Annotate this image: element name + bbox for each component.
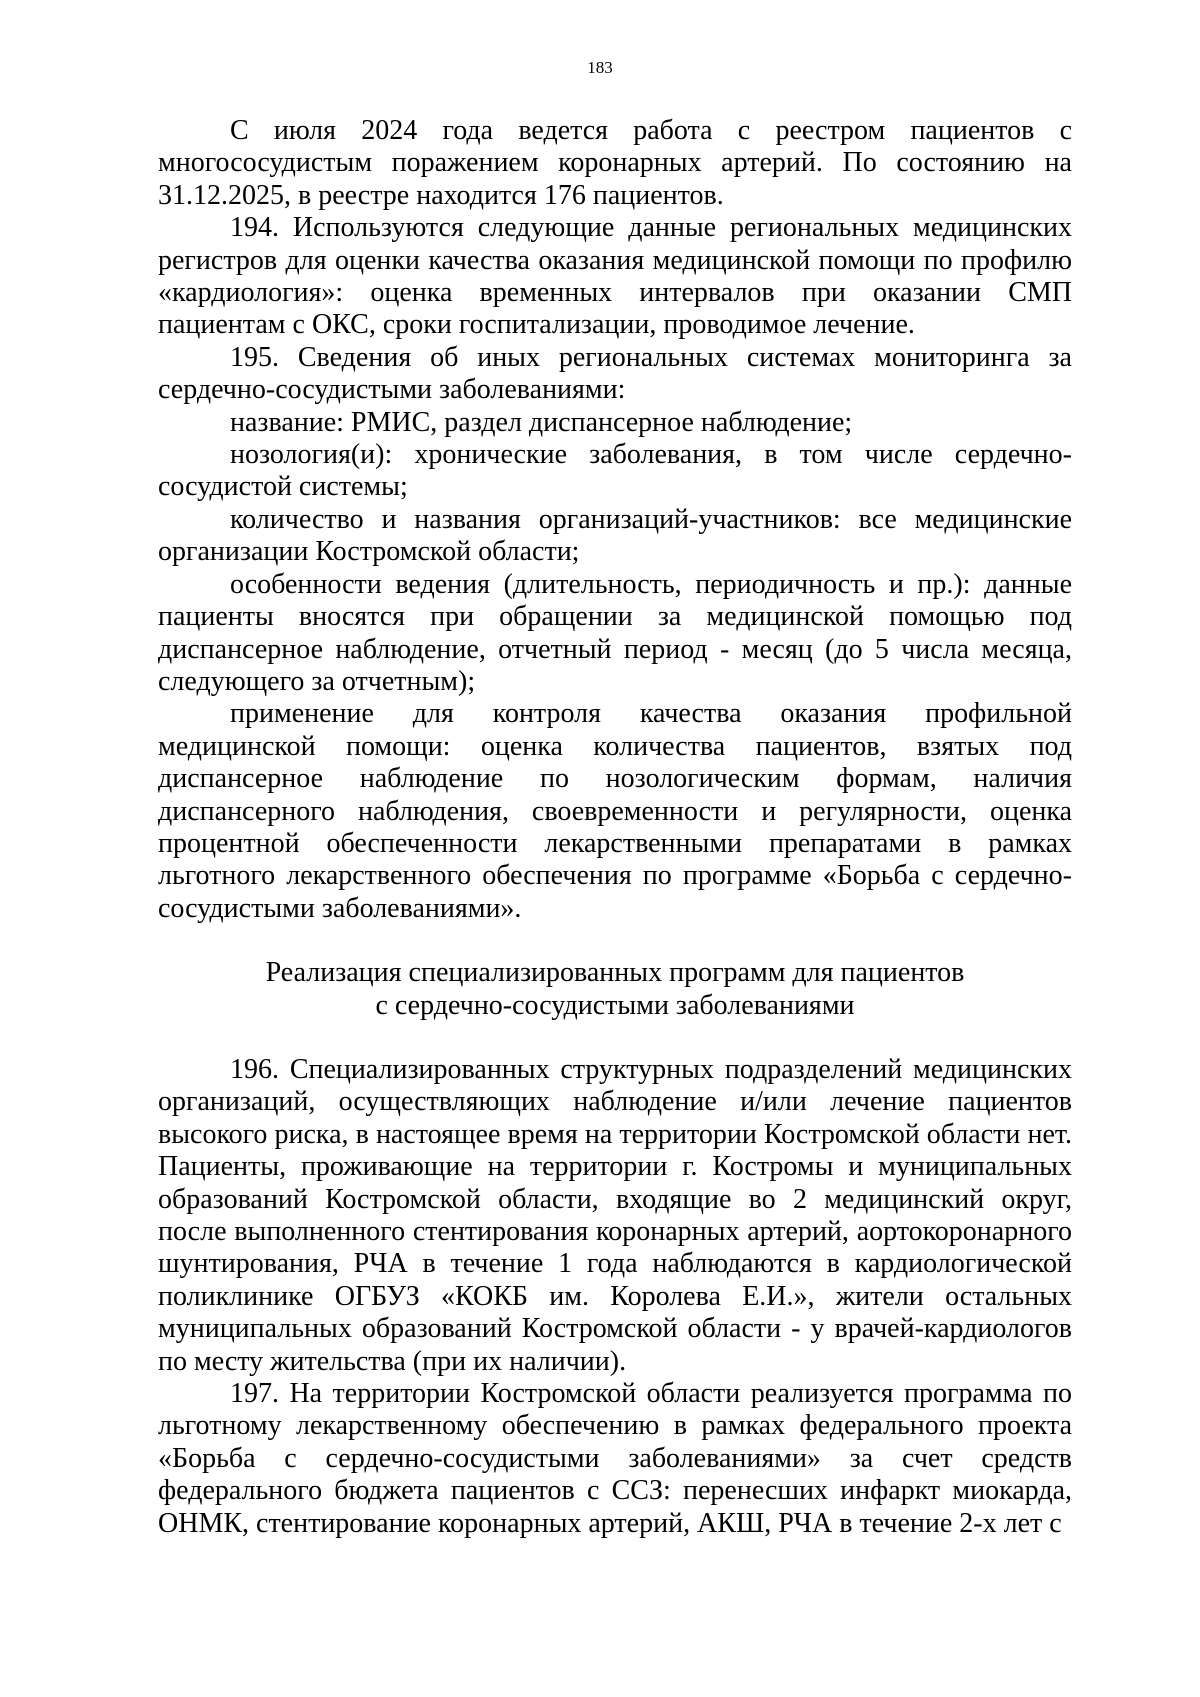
paragraph-maintenance: особенности ведения (длительность, периодичность и пр.): данные пациенты вносятся при обращении за медицинской помощью под диспансерное наблюдение, отчетный период - месяц (до 5 числа месяца, следующего за отчетным); bbox=[158, 568, 1072, 697]
section-heading-line-1: Реализация специализированных программ для пациентов bbox=[265, 957, 965, 989]
paragraph-organizations: количество и названия организаций-участников: все медицинские организации Костромской области; bbox=[158, 503, 1072, 568]
paragraph-registry: С июля 2024 года ведется работа с реестром пациентов с многососудистым поражением коронарных артерий. По состоянию на 31.12.2025, в реестре находится 176 пациентов. bbox=[158, 115, 1072, 211]
paragraph-application: применение для контроля качества оказания профильной медицинской помощи: оценка количества пациентов, взятых под диспансерное наблюдение по нозологическим формам, наличия диспансерного наблюдения, своевременности и регулярности, оценка процентной обеспеченности лекарственными препаратами в рамках льготного лекарственного обеспечения по программе «Борьба с сердечно-сосудистыми заболеваниями». bbox=[158, 698, 1072, 924]
section-heading bbox=[158, 957, 1072, 1022]
paragraph-196: 196. Специализированных структурных подразделений медицинских организаций, осуществляющих наблюдение и/или лечение пациентов высокого риска, в настоящее время на территории Костромской области нет. Пациенты, проживающие на территории г. Костромы и муниципальных образований Костромской области, входящие во 2 медицинский округ, после выполненного стентирования коронарных артерий, аортокоронарного шунтирования, РЧА в течение 1 года наблюдаются в кардиологической поликлинике ОГБУЗ «КОКБ им. Королева Е.И.», жители остальных муниципальных образований Костромской области - у врачей-кардиологов по месту жительства (при их наличии). bbox=[158, 1053, 1072, 1377]
paragraph-194: 194. Используются следующие данные региональных медицинских регистров для оценки качества оказания медицинской помощи по профилю «кардиология»: оценка временных интервалов при оказании СМП пациентам с ОКС, сроки госпитализации, проводимое лечение. bbox=[158, 212, 1072, 341]
paragraph-197: 197. На территории Костромской области реализуется программа по льготному лекарственному обеспечению в рамках федерального проекта «Борьба с сердечно-сосудистыми заболеваниями» за счет средств федерального бюджета пациентов с ССЗ: перенесших инфаркт миокарда, ОНМК, стентирование коронарных артерий, АКШ, РЧА в течение 2-х лет с bbox=[158, 1378, 1072, 1539]
paragraph-195: 195. Сведения об иных региональных системах мониторинга за сердечно-сосудистыми заболеваниями: bbox=[158, 341, 1072, 406]
paragraph-name: название: РМИС, раздел диспансерное наблюдение; bbox=[230, 406, 853, 438]
paragraph-nosology: нозология(и): хронические заболевания, в том числе сердечно-сосудистой системы; bbox=[158, 439, 1072, 503]
page-number: 183 bbox=[587, 58, 613, 77]
section-heading-line-2: с сердечно-сосудистыми заболеваниями bbox=[375, 989, 855, 1021]
document-body bbox=[158, 115, 1072, 1540]
